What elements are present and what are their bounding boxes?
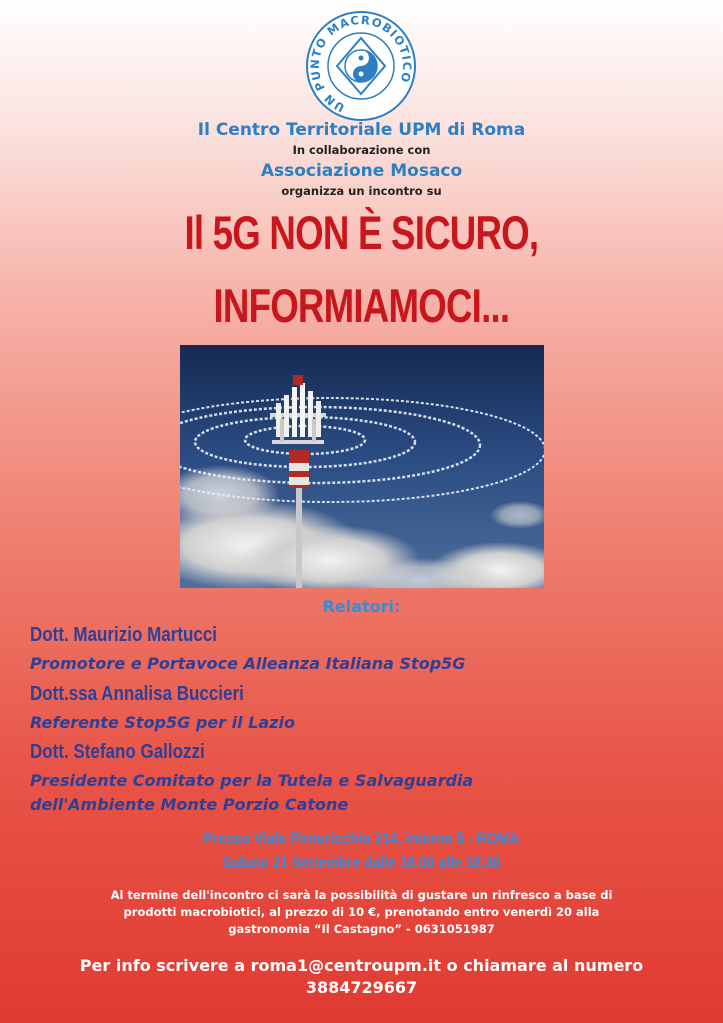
contact-phone: 3884729667: [305, 978, 418, 997]
event-location: Presso Viale Pinturicchio 214, interno 5 - ROMA: [203, 829, 520, 848]
contact-info: [0, 955, 723, 999]
cell-tower-photo: [180, 345, 544, 588]
note-line-2: prodotti macrobiotici, al prezzo di 10 €, prenotando entro venerdì 20 alla: [123, 905, 600, 919]
speaker-name-3: Dott. Stefano Gallozzi: [30, 741, 205, 763]
speakers-heading: Relatori:: [322, 597, 401, 616]
speaker-role-2: Referente Stop5G per il Lazio: [30, 713, 295, 732]
speaker-role-3-line-2: dell'Ambiente Monte Porzio Catone: [30, 795, 349, 814]
speaker-name-2: Dott.ssa Annalisa Buccieri: [30, 683, 244, 705]
contact-line: Per info scrivere a roma1@centroupm.it o chiamare al numero: [79, 956, 644, 975]
logo-ring-text: UN PUNTO MACROBIOTICO: [307, 12, 415, 115]
cell-tower-antenna-icon: [180, 345, 544, 588]
partner-name: Associazione Mosaco: [260, 161, 463, 181]
speaker-name-1: Dott. Maurizio Martucci: [30, 624, 218, 646]
event-datetime: Sabato 21 Settembre dalle 16.00 alle 18.30: [222, 853, 501, 872]
main-title-line-2: INFORMIAMOCI...: [213, 279, 510, 332]
refreshment-note: [0, 887, 723, 938]
note-line-3: gastronomia “Il Castagno” - 0631051987: [228, 922, 495, 936]
speaker-role-3-line-1: Presidente Comitato per la Tutela e Salvaguardia: [30, 771, 474, 790]
upm-logo: [303, 10, 419, 122]
collaboration-intro: In collaborazione con: [292, 143, 431, 157]
speaker-role-1: Promotore e Portavoce Alleanza Italiana Stop5G: [30, 654, 466, 673]
note-line-1: Al termine dell'incontro ci sarà la possibilità di gustare un rinfresco a base di: [110, 888, 613, 902]
main-title-line-1: Il 5G NON È SICURO,: [184, 206, 539, 259]
event-intro: organizza un incontro su: [281, 184, 442, 198]
organizer-name: Il Centro Territoriale UPM di Roma: [197, 120, 526, 140]
